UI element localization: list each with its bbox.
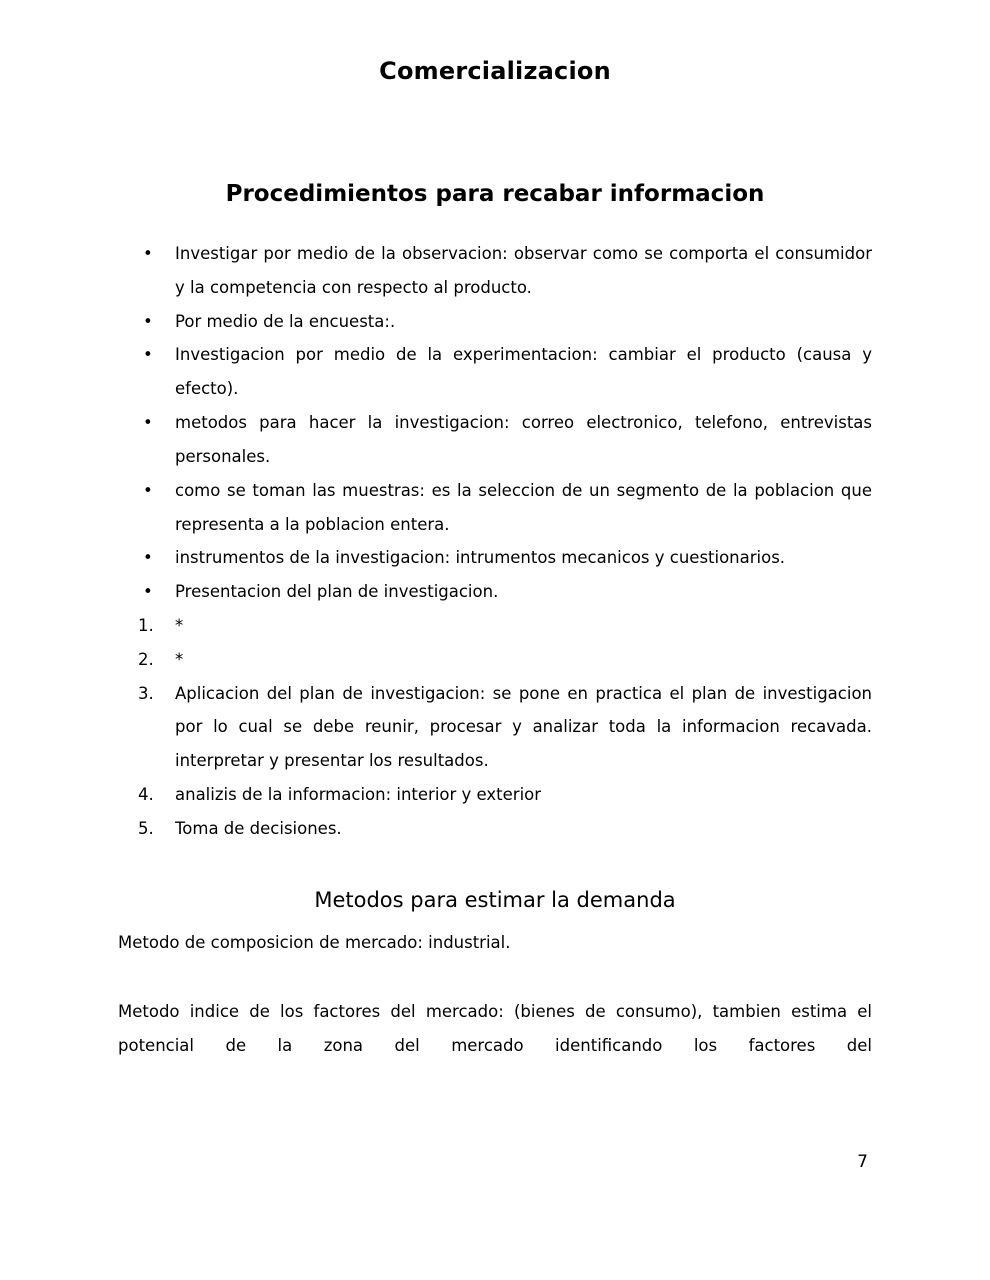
bullet-list-item (118, 305, 872, 339)
numbered-list-item (118, 812, 872, 846)
bullet-list-item (118, 474, 872, 542)
list-number: 3. (138, 683, 154, 703)
bullet-text: metodos para hacer la investigacion: correo electronico, telefono, entrevistas personales. (175, 413, 872, 466)
bullet-list-item (118, 237, 872, 305)
list-number: 1. (138, 615, 154, 635)
page-number: 7 (857, 1152, 868, 1172)
bullet-icon: • (143, 413, 153, 433)
numbered-text: Aplicacion del plan de investigacion: se pone en practica el plan de investigacion por lo cual se debe reunir, procesar y analizar toda la informacion recavada. interpretar y presentar los resultados. (175, 683, 872, 771)
bullet-list-item (118, 541, 872, 575)
numbered-text: * (175, 615, 184, 635)
bullet-text: Por medio de la encuesta:. (175, 311, 396, 331)
bullet-icon: • (143, 480, 153, 500)
numbered-text: Toma de decisiones. (175, 818, 342, 838)
numbered-list-item (118, 609, 872, 643)
bullet-list-item (118, 338, 872, 406)
document-title: Comercializacion (379, 57, 611, 85)
list-number: 5. (138, 818, 154, 838)
paragraph-method-index: Metodo indice de los factores del mercado: (bienes de consumo), tambien estima el potencial de la zona del mercado identificando los factores del (118, 1002, 872, 1056)
bullet-text: Investigacion por medio de la experimentacion: cambiar el producto (causa y efecto). (175, 345, 872, 399)
bullet-list (118, 237, 872, 609)
bullet-text: Presentacion del plan de investigacion. (175, 582, 499, 602)
subsection-heading: Metodos para estimar la demanda (314, 887, 676, 912)
bullet-text: Investigar por medio de la observacion: observar como se comporta el consumidor y la competencia con respecto al producto. (175, 244, 872, 297)
numbered-text: * (175, 649, 184, 669)
bullet-list-item (118, 575, 872, 609)
list-number: 4. (138, 785, 154, 804)
bullet-icon: • (143, 548, 153, 568)
bullet-icon: • (143, 311, 153, 331)
bullet-text: como se toman las muestras: es la seleccion de un segmento de la poblacion que representa a la poblacion entera. (175, 480, 872, 534)
bullet-icon: • (143, 244, 153, 263)
list-number: 2. (138, 649, 154, 669)
numbered-list-item (118, 778, 872, 812)
numbered-list (118, 609, 872, 846)
bullet-list-item (118, 406, 872, 474)
numbered-list-item (118, 677, 872, 778)
bullet-icon: • (143, 582, 153, 602)
numbered-list-item (118, 643, 872, 677)
section-heading: Procedimientos para recabar informacion (225, 181, 765, 207)
bullet-icon: • (143, 345, 153, 365)
numbered-text: analizis de la informacion: interior y exterior (175, 785, 542, 804)
paragraph-method-composition: Metodo de composicion de mercado: industrial. (118, 932, 511, 952)
bullet-text: instrumentos de la investigacion: intrumentos mecanicos y cuestionarios. (175, 548, 786, 568)
